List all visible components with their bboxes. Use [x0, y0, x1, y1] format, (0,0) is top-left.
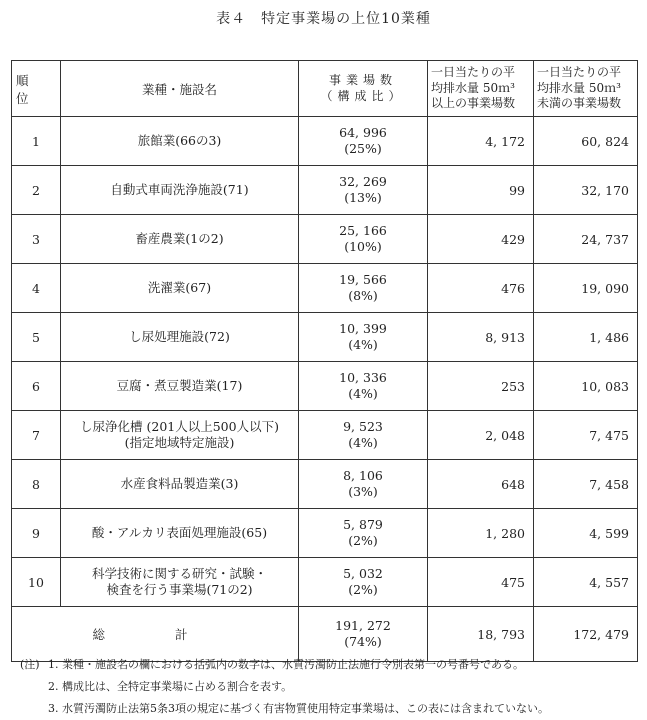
note-2-text: 2. 構成比は、全特定事業場に占める割合を表す。 — [48, 680, 293, 693]
row-count: 10, 399 — [339, 321, 387, 337]
table-row — [12, 362, 638, 411]
table-row — [12, 264, 638, 313]
table-title: 表４ 特定事業場の上位10業種 — [216, 11, 431, 27]
row-under50: 4, 599 — [534, 509, 638, 558]
row-rank: 3 — [12, 215, 61, 264]
header-over50 — [428, 61, 534, 117]
total-under50: 172, 479 — [534, 607, 638, 662]
table-row — [12, 558, 638, 607]
row-over50: 476 — [428, 264, 534, 313]
header-count-line1: 事業場数 — [328, 72, 397, 87]
row-count: 64, 996 — [339, 125, 387, 141]
row-ratio: (4%) — [348, 386, 378, 401]
row-ratio: (8%) — [348, 288, 378, 303]
row-name: 洗濯業(67) — [147, 279, 212, 295]
note-3 — [20, 698, 640, 720]
row-ratio: (2%) — [348, 582, 378, 597]
table-row — [12, 117, 638, 166]
row-name: 水産食料品製造業(3) — [120, 475, 239, 491]
header-over-line2: 均排水量 50ｍ³ — [431, 80, 515, 95]
row-name-line2: (指定地域特定施設) — [124, 435, 235, 450]
header-count-line2: （構成比） — [320, 88, 406, 103]
row-name-cell — [61, 362, 299, 411]
row-count-cell — [299, 264, 428, 313]
row-under50: 32, 170 — [534, 166, 638, 215]
row-name-cell — [61, 558, 299, 607]
row-name-cell — [61, 215, 299, 264]
row-under50: 24, 737 — [534, 215, 638, 264]
total-ratio: (74%) — [344, 634, 382, 649]
row-over50: 2, 048 — [428, 411, 534, 460]
row-count-cell — [299, 215, 428, 264]
row-name-cell — [61, 313, 299, 362]
row-under50: 4, 557 — [534, 558, 638, 607]
row-rank: 5 — [12, 313, 61, 362]
row-ratio: (2%) — [348, 533, 378, 548]
header-under-line1: 一日当たりの平 — [537, 65, 622, 80]
row-name: 旅館業(66の3) — [137, 132, 222, 148]
table-row — [12, 460, 638, 509]
row-under50: 60, 824 — [534, 117, 638, 166]
table-row — [12, 411, 638, 460]
row-count: 5, 032 — [343, 566, 383, 582]
note-3-text: 3. 水質汚濁防止法第5条3項の規定に基づく有害物質使用特定事業場は、この表には含まれていない。 — [48, 702, 549, 715]
row-rank: 6 — [12, 362, 61, 411]
total-label: 総計 — [12, 607, 299, 662]
header-over-line1: 一日当たりの平 — [431, 65, 516, 80]
row-rank: 9 — [12, 509, 61, 558]
row-rank: 8 — [12, 460, 61, 509]
row-count-cell — [299, 166, 428, 215]
row-count: 5, 879 — [343, 517, 383, 533]
header-over-line3: 以上の事業場数 — [431, 96, 516, 111]
row-name: 科学技術に関する研究・試験・ — [91, 565, 267, 581]
row-name-line2: 検査を行う事業場(71の2) — [106, 582, 253, 597]
note-2 — [20, 676, 640, 698]
row-over50: 1, 280 — [428, 509, 534, 558]
row-under50: 19, 090 — [534, 264, 638, 313]
total-count: 191, 272 — [335, 618, 391, 634]
row-name: し尿処理施設(72) — [129, 328, 230, 344]
row-over50: 99 — [428, 166, 534, 215]
row-ratio: (10%) — [344, 239, 382, 254]
row-under50: 7, 458 — [534, 460, 638, 509]
header-rank: 順 位 — [12, 61, 61, 117]
row-name: し尿浄化槽 (201人以上500人以下) — [80, 418, 279, 434]
row-name-cell — [61, 509, 299, 558]
row-count: 32, 269 — [339, 174, 387, 190]
row-rank: 2 — [12, 166, 61, 215]
row-count-cell — [299, 558, 428, 607]
note-1 — [20, 654, 640, 676]
row-count-cell — [299, 362, 428, 411]
row-name-cell — [61, 411, 299, 460]
row-count-cell — [299, 117, 428, 166]
row-count-cell — [299, 509, 428, 558]
row-ratio: (13%) — [344, 190, 382, 205]
table-body — [12, 117, 638, 607]
row-rank: 4 — [12, 264, 61, 313]
row-over50: 8, 913 — [428, 313, 534, 362]
row-count: 10, 336 — [339, 370, 387, 386]
row-count: 8, 106 — [343, 468, 383, 484]
row-ratio: (4%) — [348, 337, 378, 352]
row-count-cell — [299, 313, 428, 362]
row-count: 25, 166 — [339, 223, 387, 239]
table-row — [12, 509, 638, 558]
header-row — [12, 61, 638, 117]
total-over50: 18, 793 — [428, 607, 534, 662]
row-over50: 4, 172 — [428, 117, 534, 166]
table-row — [12, 166, 638, 215]
row-under50: 10, 083 — [534, 362, 638, 411]
row-name-cell — [61, 460, 299, 509]
row-over50: 648 — [428, 460, 534, 509]
notes — [20, 654, 640, 720]
note-prefix: (注) — [20, 658, 40, 671]
header-under50 — [534, 61, 638, 117]
row-name-cell — [61, 166, 299, 215]
header-under-line2: 均排水量 50ｍ³ — [537, 80, 621, 95]
row-rank: 10 — [12, 558, 61, 607]
row-ratio: (4%) — [348, 435, 378, 450]
row-under50: 7, 475 — [534, 411, 638, 460]
row-over50: 475 — [428, 558, 534, 607]
row-name: 畜産農業(1の2) — [135, 230, 224, 246]
row-count: 9, 523 — [343, 419, 383, 435]
table-row — [12, 313, 638, 362]
row-over50: 253 — [428, 362, 534, 411]
header-name: 業種・施設名 — [61, 61, 299, 117]
row-name: 豆腐・煮豆製造業(17) — [116, 377, 243, 393]
top10-industries-table — [11, 60, 638, 662]
row-count: 19, 566 — [339, 272, 387, 288]
row-rank: 7 — [12, 411, 61, 460]
row-name: 自動式車両洗浄施設(71) — [110, 181, 249, 197]
header-under-line3: 未満の事業場数 — [537, 96, 622, 111]
row-count-cell — [299, 411, 428, 460]
row-under50: 1, 486 — [534, 313, 638, 362]
header-count — [299, 61, 428, 117]
row-name-cell — [61, 264, 299, 313]
row-over50: 429 — [428, 215, 534, 264]
row-count-cell — [299, 460, 428, 509]
row-ratio: (25%) — [344, 141, 382, 156]
note-1-text: 1. 業種・施設名の欄における括弧内の数字は、水質汚濁防止法施行令別表第一の号番号である。 — [48, 658, 524, 671]
row-ratio: (3%) — [348, 484, 378, 499]
row-rank: 1 — [12, 117, 61, 166]
row-name-cell — [61, 117, 299, 166]
table-row — [12, 215, 638, 264]
row-name: 酸・アルカリ表面処理施設(65) — [91, 524, 268, 540]
